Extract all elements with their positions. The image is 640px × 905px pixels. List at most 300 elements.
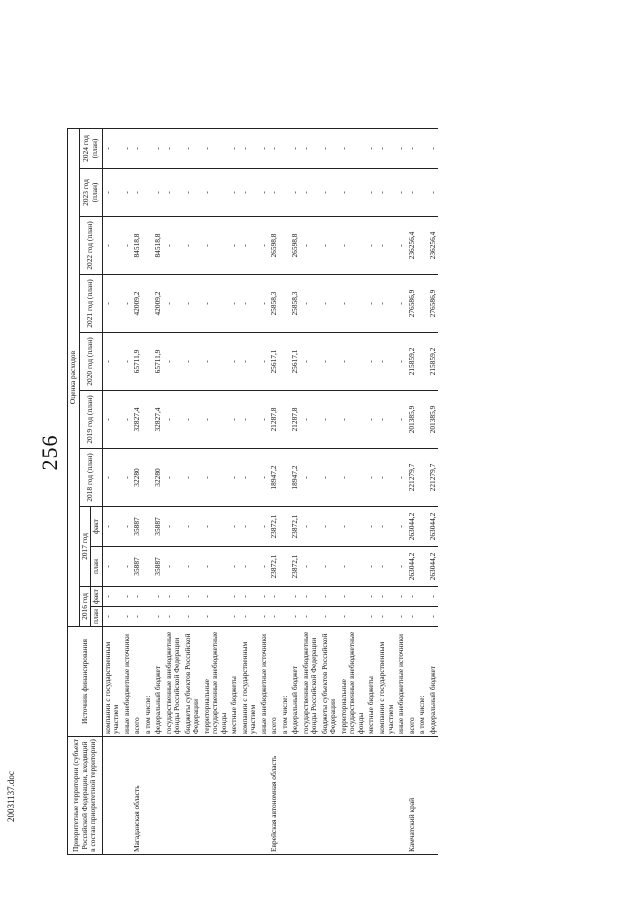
expenditure-table <box>67 128 438 855</box>
cell-source: местные бюджеты <box>229 627 240 737</box>
cell-value: - <box>240 391 259 449</box>
cell-value: - <box>183 275 202 333</box>
cell-value: 42009,2 <box>153 275 164 333</box>
table-body <box>102 129 438 855</box>
cell-value: - <box>320 449 339 507</box>
cell-value: - <box>366 391 377 449</box>
cell-value: 23872,1 <box>269 547 280 587</box>
cell-value: - <box>407 169 418 217</box>
cell-value: - <box>202 507 230 547</box>
cell-value: - <box>229 449 240 507</box>
table-row <box>164 129 183 855</box>
table-row <box>280 129 291 855</box>
cell-value <box>280 275 291 333</box>
cell-value: - <box>377 275 396 333</box>
cell-value: 236256,4 <box>407 217 418 275</box>
cell-value: - <box>164 507 183 547</box>
cell-value: - <box>320 217 339 275</box>
cell-value: - <box>366 507 377 547</box>
header-2021: 2021 год (план) <box>79 275 102 333</box>
cell-value <box>417 217 428 275</box>
table-row <box>396 129 407 855</box>
cell-value: - <box>377 217 396 275</box>
cell-value: 221279,7 <box>428 449 439 507</box>
cell-value: - <box>164 217 183 275</box>
cell-value <box>417 391 428 449</box>
cell-value <box>280 333 291 391</box>
cell-value: 263044,2 <box>428 507 439 547</box>
cell-source: федеральный бюджет <box>290 627 301 737</box>
cell-territory <box>259 737 270 855</box>
cell-value: 263044,2 <box>428 547 439 587</box>
cell-source: федеральный бюджет <box>428 627 439 737</box>
cell-value: - <box>102 333 122 391</box>
cell-value <box>143 587 154 607</box>
cell-value: - <box>183 507 202 547</box>
header-2017: 2017 год <box>79 507 91 587</box>
cell-value: - <box>320 391 339 449</box>
cell-value: - <box>240 333 259 391</box>
header-2019: 2019 год (план) <box>79 391 102 449</box>
cell-value: - <box>102 507 122 547</box>
header-2017-plan: план <box>91 547 103 587</box>
cell-source: бюджеты субъектов Российской Федерации <box>320 627 339 737</box>
cell-value: 263044,2 <box>407 547 418 587</box>
cell-value: - <box>164 587 183 607</box>
cell-value: - <box>132 169 143 217</box>
cell-value: - <box>183 607 202 627</box>
cell-value: 32280 <box>132 449 143 507</box>
cell-value: 21287,8 <box>290 391 301 449</box>
cell-territory <box>102 737 122 855</box>
cell-value: - <box>366 449 377 507</box>
cell-value: - <box>202 169 230 217</box>
cell-value <box>143 507 154 547</box>
cell-territory <box>396 737 407 855</box>
cell-source: в том числе: <box>143 627 154 737</box>
cell-value <box>280 169 291 217</box>
cell-value: - <box>102 391 122 449</box>
cell-value: - <box>240 587 259 607</box>
cell-value: - <box>164 169 183 217</box>
cell-value: - <box>240 275 259 333</box>
table-row <box>183 129 202 855</box>
cell-value: - <box>407 607 418 627</box>
cell-value: - <box>377 587 396 607</box>
cell-territory <box>122 737 133 855</box>
cell-value: - <box>183 333 202 391</box>
cell-territory: Камчатский край <box>407 737 418 855</box>
table-row <box>339 129 367 855</box>
cell-value: - <box>102 587 122 607</box>
table-row <box>259 129 270 855</box>
cell-value <box>417 333 428 391</box>
header-territory: Приоритетные территории (субъект Российской Федерации, входящий в состав приоритетной территории) <box>68 737 103 855</box>
cell-value: - <box>240 129 259 169</box>
cell-territory <box>417 737 428 855</box>
cell-value <box>280 217 291 275</box>
cell-value: - <box>164 449 183 507</box>
cell-value: - <box>320 547 339 587</box>
table-row <box>122 129 133 855</box>
cell-value: 65711,9 <box>153 333 164 391</box>
cell-value: - <box>428 169 439 217</box>
cell-value: 276586,9 <box>428 275 439 333</box>
cell-value: - <box>183 217 202 275</box>
cell-value: 25617,1 <box>269 333 280 391</box>
file-name: 20031137.doc <box>6 771 16 822</box>
cell-value: - <box>396 217 407 275</box>
cell-value: - <box>183 129 202 169</box>
header-2022: 2022 год (план) <box>79 217 102 275</box>
cell-value: - <box>102 547 122 587</box>
cell-value <box>143 607 154 627</box>
cell-value: - <box>240 547 259 587</box>
cell-value: - <box>229 129 240 169</box>
cell-value: - <box>269 587 280 607</box>
cell-value: - <box>269 607 280 627</box>
cell-value <box>143 129 154 169</box>
cell-value: - <box>301 275 320 333</box>
cell-value: - <box>259 607 270 627</box>
cell-value: - <box>396 391 407 449</box>
cell-value: - <box>102 129 122 169</box>
cell-territory <box>301 737 320 855</box>
cell-value: 23872,1 <box>290 507 301 547</box>
cell-source: государственные внебюджетные фонды Российской Федерации <box>301 627 320 737</box>
cell-value: - <box>164 607 183 627</box>
cell-source: государственные внебюджетные фонды Российской Федерации <box>164 627 183 737</box>
cell-value: - <box>320 333 339 391</box>
header-2017-fact: факт <box>91 507 103 547</box>
cell-value: - <box>320 587 339 607</box>
cell-value: 35887 <box>132 547 143 587</box>
cell-value: - <box>339 587 367 607</box>
cell-value: - <box>339 449 367 507</box>
cell-value: - <box>320 607 339 627</box>
header-source: Источник финансирования <box>68 627 103 737</box>
cell-value: - <box>122 169 133 217</box>
cell-value: - <box>202 333 230 391</box>
cell-value: - <box>202 449 230 507</box>
cell-value: - <box>366 607 377 627</box>
cell-value: - <box>339 217 367 275</box>
cell-value: - <box>153 169 164 217</box>
cell-value <box>280 587 291 607</box>
header-2024: 2024 год (план) <box>79 129 102 169</box>
cell-value: - <box>202 587 230 607</box>
cell-territory <box>290 737 301 855</box>
cell-value: - <box>102 607 122 627</box>
cell-value: 35887 <box>153 547 164 587</box>
cell-source: всего <box>269 627 280 737</box>
cell-value: - <box>183 449 202 507</box>
cell-value: 35887 <box>132 507 143 547</box>
cell-source: в том числе: <box>417 627 428 737</box>
cell-value: 35887 <box>153 507 164 547</box>
cell-value: - <box>396 507 407 547</box>
table-row <box>407 129 418 855</box>
cell-value <box>143 275 154 333</box>
table-row <box>417 129 428 855</box>
cell-value: - <box>122 587 133 607</box>
cell-value: - <box>339 333 367 391</box>
cell-value: 236256,4 <box>428 217 439 275</box>
cell-value: - <box>396 547 407 587</box>
table-row <box>377 129 396 855</box>
cell-value <box>143 217 154 275</box>
cell-value: - <box>301 129 320 169</box>
cell-territory <box>320 737 339 855</box>
cell-territory <box>366 737 377 855</box>
cell-value: - <box>339 607 367 627</box>
table-row <box>229 129 240 855</box>
cell-value <box>417 275 428 333</box>
cell-value <box>417 587 428 607</box>
cell-value <box>143 547 154 587</box>
cell-value: - <box>301 507 320 547</box>
cell-value: - <box>301 333 320 391</box>
cell-value: - <box>259 507 270 547</box>
table-row <box>428 129 439 855</box>
cell-value: 26598,8 <box>269 217 280 275</box>
cell-value: 23872,1 <box>290 547 301 587</box>
cell-value: - <box>229 333 240 391</box>
cell-value <box>417 507 428 547</box>
cell-value: 26598,8 <box>290 217 301 275</box>
cell-value <box>280 607 291 627</box>
cell-value: 263044,2 <box>407 507 418 547</box>
cell-source: территориальные государственные внебюджетные фонды <box>339 627 367 737</box>
cell-value: - <box>122 607 133 627</box>
cell-source: федеральный бюджет <box>153 627 164 737</box>
cell-value <box>417 449 428 507</box>
cell-value: - <box>377 449 396 507</box>
cell-value: - <box>339 391 367 449</box>
cell-territory <box>164 737 183 855</box>
cell-source: иные внебюджетные источники <box>396 627 407 737</box>
cell-value: - <box>377 333 396 391</box>
cell-value: - <box>153 129 164 169</box>
cell-source: компании с государственным участием <box>240 627 259 737</box>
cell-source: иные внебюджетные источники <box>122 627 133 737</box>
cell-value: - <box>339 507 367 547</box>
cell-value <box>417 607 428 627</box>
cell-value: - <box>396 275 407 333</box>
cell-value: - <box>132 129 143 169</box>
cell-source: бюджеты субъектов Российской Федерации <box>183 627 202 737</box>
cell-value: - <box>396 607 407 627</box>
cell-source: всего <box>407 627 418 737</box>
cell-value: - <box>164 333 183 391</box>
cell-value: - <box>366 587 377 607</box>
cell-value: - <box>377 129 396 169</box>
cell-value: - <box>366 129 377 169</box>
cell-value: 221279,7 <box>407 449 418 507</box>
cell-value: - <box>202 129 230 169</box>
cell-value: - <box>102 275 122 333</box>
cell-value: - <box>259 449 270 507</box>
cell-value <box>143 169 154 217</box>
cell-value: - <box>396 587 407 607</box>
cell-value: - <box>396 449 407 507</box>
cell-territory <box>377 737 396 855</box>
cell-value: 215859,2 <box>428 333 439 391</box>
cell-value: - <box>122 275 133 333</box>
cell-value: - <box>407 587 418 607</box>
cell-value: - <box>229 547 240 587</box>
cell-value <box>280 391 291 449</box>
cell-value: - <box>366 275 377 333</box>
cell-value: - <box>259 391 270 449</box>
cell-value: - <box>320 507 339 547</box>
cell-value: 201385,9 <box>407 391 418 449</box>
cell-value: - <box>229 607 240 627</box>
cell-value: - <box>229 169 240 217</box>
cell-value: - <box>164 391 183 449</box>
table-row <box>290 129 301 855</box>
cell-value <box>143 449 154 507</box>
cell-value: - <box>428 129 439 169</box>
cell-value: - <box>122 449 133 507</box>
cell-value: 276586,9 <box>407 275 418 333</box>
cell-value: - <box>396 169 407 217</box>
cell-value: - <box>259 217 270 275</box>
cell-value <box>143 333 154 391</box>
cell-value: - <box>259 333 270 391</box>
cell-value: - <box>377 169 396 217</box>
cell-territory: Магаданская область <box>132 737 143 855</box>
cell-value: - <box>229 587 240 607</box>
cell-value: - <box>132 607 143 627</box>
cell-value <box>417 129 428 169</box>
cell-value: - <box>132 587 143 607</box>
cell-value: - <box>320 129 339 169</box>
cell-value: - <box>259 547 270 587</box>
cell-source: в том числе: <box>280 627 291 737</box>
cell-value: - <box>164 547 183 587</box>
cell-value: - <box>301 169 320 217</box>
cell-source: местные бюджеты <box>366 627 377 737</box>
cell-value: - <box>396 129 407 169</box>
cell-territory <box>280 737 291 855</box>
cell-value: 42009,2 <box>132 275 143 333</box>
cell-value: - <box>269 169 280 217</box>
cell-value: - <box>366 547 377 587</box>
cell-value: - <box>202 275 230 333</box>
header-estimate: Оценка расходов <box>68 129 80 627</box>
cell-territory <box>339 737 367 855</box>
cell-value: 84518,8 <box>153 217 164 275</box>
cell-value: - <box>320 275 339 333</box>
cell-value: - <box>240 449 259 507</box>
cell-value <box>280 129 291 169</box>
cell-value: - <box>366 169 377 217</box>
cell-value: - <box>229 217 240 275</box>
cell-value: - <box>396 333 407 391</box>
cell-source: всего <box>132 627 143 737</box>
cell-value: - <box>377 391 396 449</box>
cell-value: - <box>122 391 133 449</box>
cell-value: - <box>259 275 270 333</box>
cell-value <box>280 507 291 547</box>
cell-value: - <box>377 547 396 587</box>
cell-value: - <box>339 547 367 587</box>
cell-value <box>280 547 291 587</box>
cell-value: 25858,3 <box>269 275 280 333</box>
header-2016: 2016 год <box>79 587 91 627</box>
cell-value <box>417 547 428 587</box>
cell-value: - <box>269 129 280 169</box>
cell-value: 215859,2 <box>407 333 418 391</box>
table-row <box>366 129 377 855</box>
header-2018: 2018 год (план) <box>79 449 102 507</box>
cell-value: 25617,1 <box>290 333 301 391</box>
cell-value: - <box>366 333 377 391</box>
cell-source: территориальные государственные внебюджетные фонды <box>202 627 230 737</box>
cell-value: - <box>301 449 320 507</box>
cell-value: - <box>339 129 367 169</box>
cell-value: - <box>229 391 240 449</box>
cell-value: 18947,2 <box>290 449 301 507</box>
cell-value: 32280 <box>153 449 164 507</box>
cell-value: - <box>153 587 164 607</box>
cell-value: - <box>164 129 183 169</box>
table-row <box>301 129 320 855</box>
cell-value: - <box>339 275 367 333</box>
cell-value: - <box>153 607 164 627</box>
cell-value: - <box>122 129 133 169</box>
cell-value: - <box>240 169 259 217</box>
cell-value: - <box>122 333 133 391</box>
cell-value: - <box>428 587 439 607</box>
cell-value: - <box>377 607 396 627</box>
cell-value: - <box>301 217 320 275</box>
cell-value: - <box>102 169 122 217</box>
cell-value: - <box>301 547 320 587</box>
cell-value: - <box>202 547 230 587</box>
cell-source: компании с государственным участием <box>377 627 396 737</box>
cell-territory <box>240 737 259 855</box>
cell-value: - <box>240 217 259 275</box>
table-row <box>240 129 259 855</box>
cell-value: - <box>339 169 367 217</box>
page-number: 256 <box>37 434 62 471</box>
cell-value: - <box>229 275 240 333</box>
cell-value: - <box>202 607 230 627</box>
cell-value: - <box>202 391 230 449</box>
cell-value: - <box>102 217 122 275</box>
cell-value: - <box>229 507 240 547</box>
cell-value <box>280 449 291 507</box>
cell-value <box>143 391 154 449</box>
table-row <box>102 129 122 855</box>
cell-territory <box>229 737 240 855</box>
cell-value: - <box>407 129 418 169</box>
cell-value: - <box>259 129 270 169</box>
cell-value: - <box>290 587 301 607</box>
cell-value: - <box>183 169 202 217</box>
cell-value: - <box>240 507 259 547</box>
cell-value: 25858,3 <box>290 275 301 333</box>
cell-value: - <box>183 547 202 587</box>
cell-value: 84518,8 <box>132 217 143 275</box>
cell-value: - <box>301 607 320 627</box>
cell-value: - <box>366 217 377 275</box>
header-2016-plan: план <box>91 607 103 627</box>
cell-territory <box>153 737 164 855</box>
cell-value: - <box>428 607 439 627</box>
